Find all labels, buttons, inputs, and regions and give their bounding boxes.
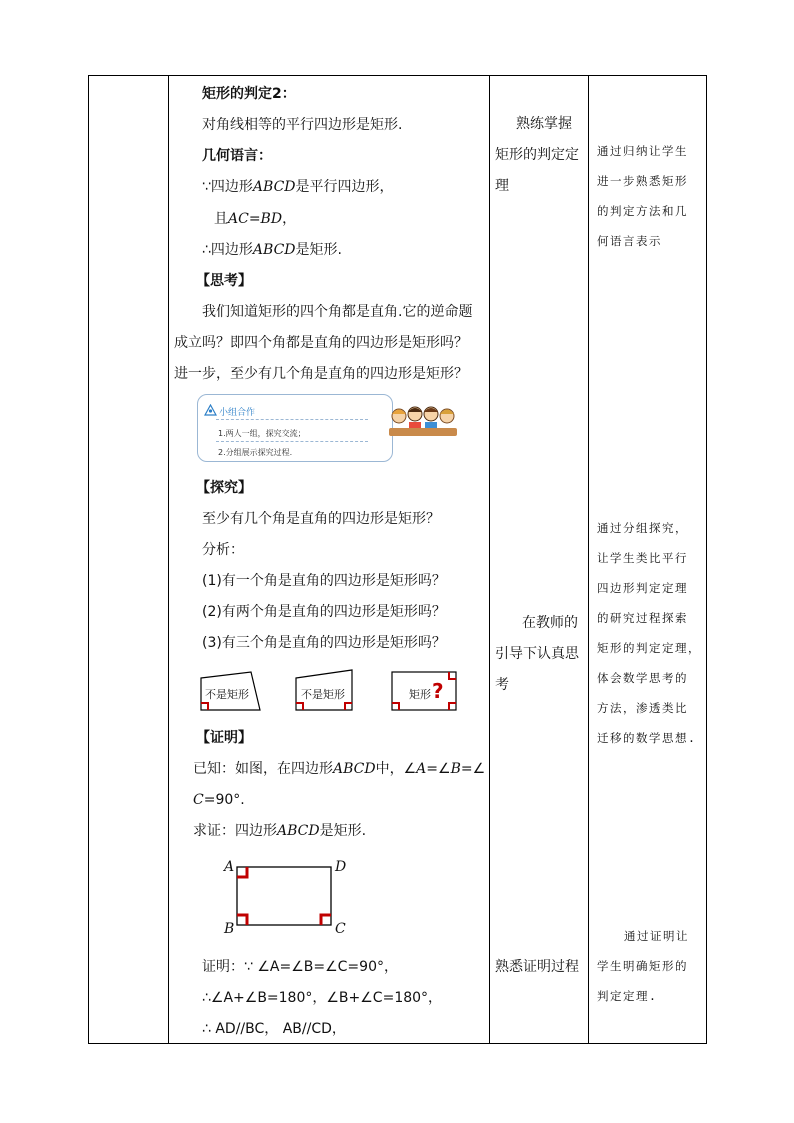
explore-title: 【探究】 [196, 480, 252, 496]
geo-line-2: 且AC=BD， [214, 211, 297, 227]
question-3: (3)有三个角是直角的四边形是矩形吗？ [202, 635, 446, 651]
intent-2-line-3: 四边形判定定理 [597, 581, 688, 595]
vertex-a-label: A [224, 859, 235, 875]
column-divider [168, 76, 169, 1043]
intent-3-line-2: 学生明确矩形的 [597, 959, 688, 973]
intent-1-line-1: 通过归纳让学生 [597, 144, 688, 158]
activity-2-line-1: 在教师的 [522, 615, 578, 631]
proof-line-2: ∴∠A+∠B=180°，∠B+∠C=180°， [202, 990, 443, 1006]
proof-line-3: ∴ AD//BC， AB//CD， [202, 1021, 346, 1037]
rectangle-abcd-figure [234, 864, 334, 928]
vertex-d-label: D [335, 859, 347, 875]
geo-title: 几何语言： [202, 148, 272, 164]
activity-1-line-2: 矩形的判定定 [495, 147, 579, 163]
question-2: (2)有两个角是直角的四边形是矩形吗？ [202, 604, 446, 620]
geo-line-3: ∴四边形ABCD是矩形. [202, 242, 342, 258]
intent-2-line-1: 通过分组探究， [597, 521, 688, 535]
activity-3-line-1: 熟悉证明过程 [495, 959, 579, 975]
intent-1-line-3: 的判定方法和几 [597, 204, 688, 218]
group-item-1: 1.两人一组，探究交流； [218, 429, 306, 438]
prove-line: 求证：四边形ABCD是矩形. [193, 823, 367, 839]
column-divider [489, 76, 490, 1043]
column-divider [588, 76, 589, 1043]
think-line-3: 进一步，至少有几个角是直角的四边形是矩形？ [174, 366, 468, 382]
think-line-2: 成立吗？即四个角都是直角的四边形是矩形吗？ [174, 335, 468, 351]
shape-3-label: 矩形 [409, 689, 431, 701]
intent-3-line-1: 通过证明让 [624, 929, 689, 943]
activity-2-line-2: 引导下认真思 [495, 646, 579, 662]
vertex-b-label: B [224, 921, 235, 937]
think-title: 【思考】 [196, 273, 252, 289]
geo-line-1: ∵四边形ABCD是平行四边形， [202, 179, 394, 195]
judge2-title: 矩形的判定2： [202, 86, 296, 102]
proof-line-1: 证明：∵ ∠A=∠B=∠C=90°， [202, 959, 398, 975]
intent-2-line-2: 让学生类比平行 [597, 551, 688, 565]
analysis-label: 分析： [202, 542, 244, 558]
students-discussion-illustration [385, 402, 461, 440]
intent-2-line-8: 迁移的数学思想. [597, 731, 697, 745]
given-line-1: 已知：如图，在四边形ABCD中，∠A=∠B=∠ [193, 761, 486, 777]
divider [216, 419, 368, 420]
intent-3-line-3: 判定定理. [597, 989, 658, 1003]
proof-title: 【证明】 [196, 730, 252, 746]
group-title: 小组合作 [219, 408, 256, 418]
intent-2-line-7: 方法，渗透类比 [597, 701, 688, 715]
vertex-c-label: C [335, 921, 346, 937]
question-mark-icon: ? [432, 679, 444, 703]
intent-2-line-4: 的研究过程探索 [597, 611, 688, 625]
group-cooperation-card [197, 394, 393, 462]
activity-1-line-3: 理 [495, 178, 509, 194]
divider [216, 441, 368, 442]
judge2-text: 对角线相等的平行四边形是矩形. [202, 117, 403, 133]
intent-1-line-2: 进一步熟悉矩形 [597, 174, 688, 188]
shape-1-label: 不是矩形 [205, 689, 249, 701]
group-icon [204, 404, 217, 416]
group-item-2: 2.分组展示探究过程. [218, 448, 293, 457]
think-line-1: 我们知道矩形的四个角都是直角.它的逆命题 [202, 304, 473, 320]
given-line-2: C=90°. [193, 792, 245, 808]
intent-2-line-5: 矩形的判定定理， [597, 641, 701, 655]
shape-2-label: 不是矩形 [301, 689, 345, 701]
question-1: (1)有一个角是直角的四边形是矩形吗？ [202, 573, 446, 589]
intent-2-line-6: 体会数学思考的 [597, 671, 688, 685]
explore-question: 至少有几个角是直角的四边形是矩形？ [202, 511, 440, 527]
activity-2-line-3: 考 [495, 677, 509, 693]
activity-1-line-1: 熟练掌握 [516, 116, 572, 132]
intent-1-line-4: 何语言表示 [597, 234, 662, 248]
